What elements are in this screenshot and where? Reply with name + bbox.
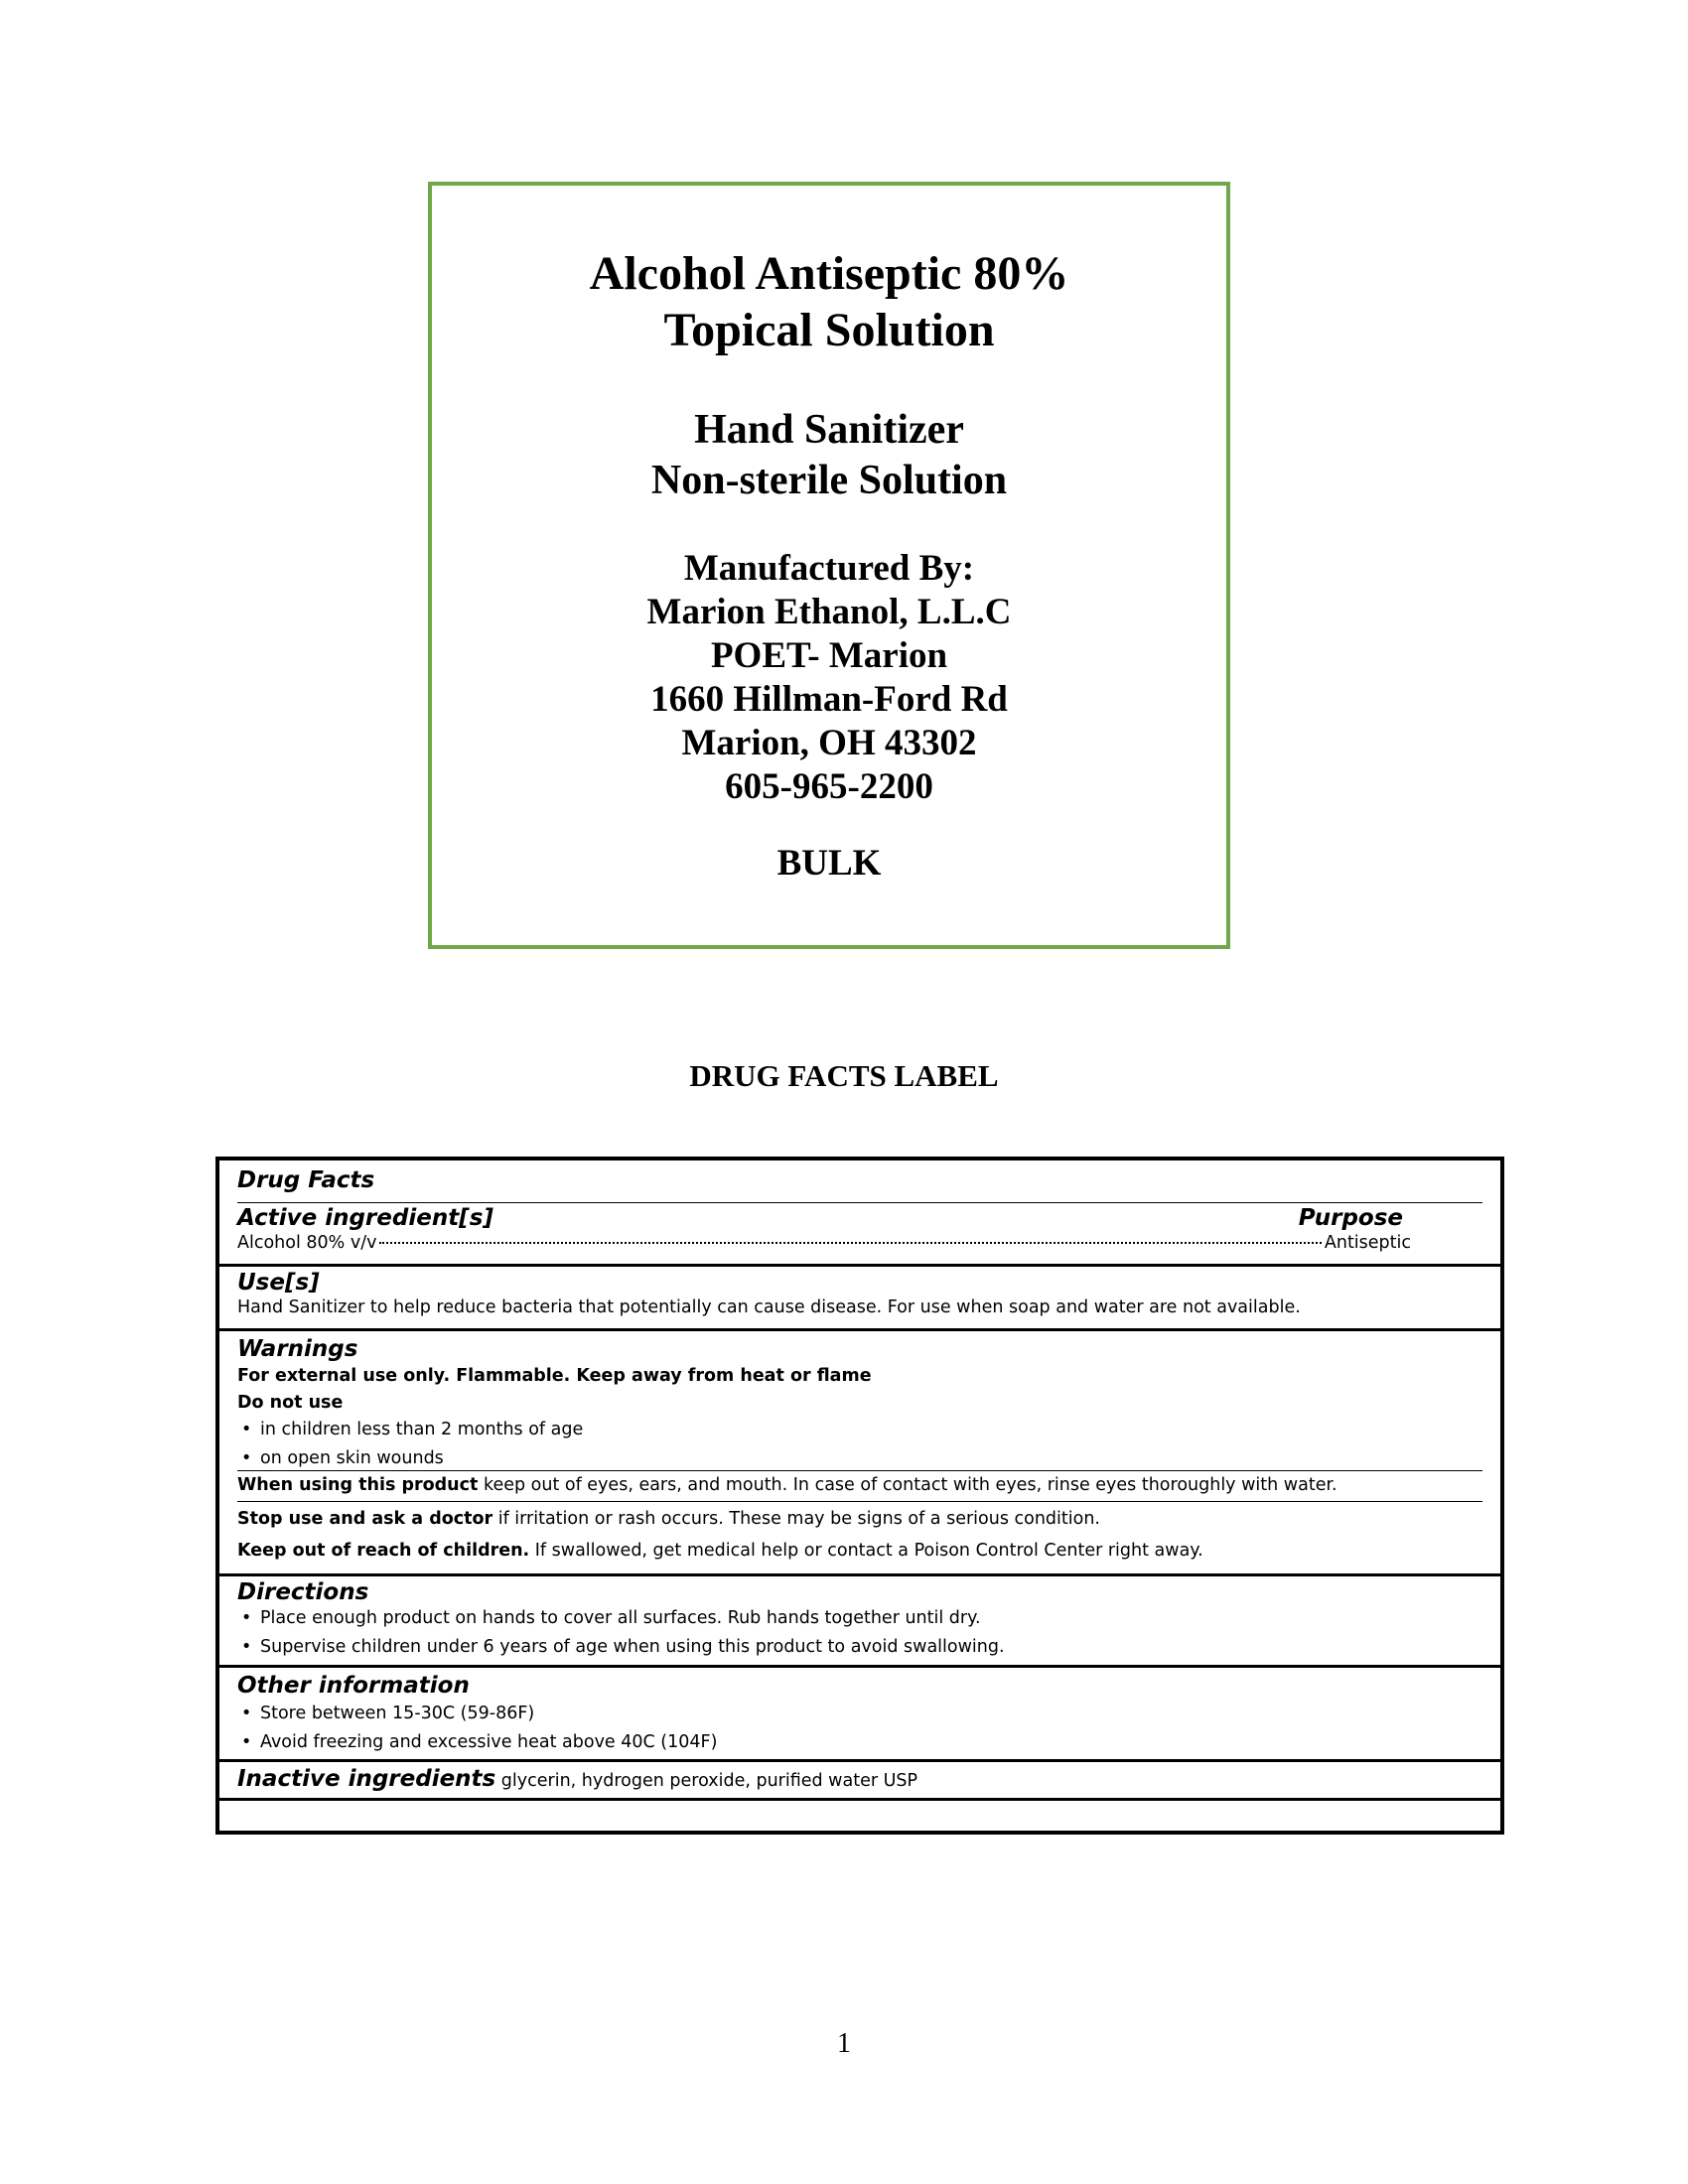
purpose-value: Antiseptic [1324,1233,1411,1253]
drug-facts-title: Drug Facts [237,1167,375,1193]
keep-out-lead: Keep out of reach of children. [237,1541,530,1561]
manufacturer-facility: POET- Marion [710,635,948,676]
page-number: 1 [837,2028,851,2059]
when-using-text: keep out of eyes, ears, and mouth. In case of contact with eyes, rinse eyes thoroughly with water. [478,1475,1337,1495]
package-type: BULK [776,843,882,884]
product-subtitle-line2: Non-sterile Solution [650,458,1008,503]
inactive-ingredients-heading: Inactive ingredients [237,1766,496,1792]
other-info-section [237,1672,1482,1754]
inactive-ingredients-text: glycerin, hydrogen peroxide, purified water USP [495,1771,918,1791]
directions-heading: Directions [237,1579,369,1605]
divider [237,1501,1482,1502]
divider [219,1328,1500,1331]
uses-text: Hand Sanitizer to help reduce bacteria that potentially can cause disease. For use when soap and water are not available. [237,1297,1301,1317]
manufacturer-city: Marion, OH 43302 [681,723,977,763]
divider [237,1202,1482,1203]
product-title-line2: Topical Solution [663,304,995,356]
divider [219,1798,1500,1801]
when-using-section [237,1474,1482,1497]
stop-use-section [237,1508,1482,1563]
other-info-item: • Store between 15-30C (59-86F) [237,1703,1482,1725]
stop-use-lead: Stop use and ask a doctor [237,1509,493,1529]
purpose-heading: Purpose [1298,1205,1403,1231]
manufacturer-heading: Manufactured By: [683,548,975,589]
drug-facts-label-heading: DRUG FACTS LABEL [689,1058,999,1093]
manufacturer-name: Marion Ethanol, L.L.C [646,592,1012,632]
active-ingredient-value: Alcohol 80% v/v [237,1233,377,1253]
directions-item: • Supervise children under 6 years of age when using this product to avoid swallowing. [237,1636,1482,1659]
active-ingredient-heading: Active ingredient[s] [237,1205,493,1231]
product-subtitle-line1: Hand Sanitizer [694,407,964,453]
directions-section [237,1578,1482,1659]
other-info-heading: Other information [237,1673,470,1699]
keep-out-text: If swallowed, get medical help or contact a Poison Control Center right away. [529,1541,1203,1561]
manufacturer-phone: 605-965-2200 [725,766,933,807]
divider [219,1264,1500,1267]
divider [219,1573,1500,1576]
when-using-lead: When using this product [237,1475,479,1495]
uses-section [237,1269,1482,1319]
do-not-use-item: • on open skin wounds [237,1447,1482,1470]
manufacturer-street: 1660 Hillman-Ford Rd [650,679,1008,720]
drug-facts-panel [215,1157,1504,1835]
warnings-section [237,1335,1482,1470]
other-info-item: • Avoid freezing and excessive heat above 40C (104F) [237,1731,1482,1754]
inactive-ingredients-section [237,1765,1482,1793]
divider [219,1665,1500,1668]
divider [237,1470,1482,1471]
do-not-use-item: • in children less than 2 months of age [237,1419,1482,1441]
warning-external-use: For external use only. Flammable. Keep away from heat or flame [237,1366,872,1386]
stop-use-text: if irritation or rash occurs. These may be signs of a serious condition. [492,1509,1100,1529]
leader-dots [379,1242,1321,1244]
product-label-box [428,182,1230,949]
divider [219,1759,1500,1762]
active-ingredient-section [237,1204,1482,1264]
directions-item: • Place enough product on hands to cover all surfaces. Rub hands together until dry. [237,1607,1482,1630]
warnings-heading: Warnings [237,1336,358,1362]
do-not-use-heading: Do not use [237,1393,344,1413]
uses-heading: Use[s] [237,1270,320,1296]
product-title-line1: Alcohol Antiseptic 80% [589,247,1069,300]
